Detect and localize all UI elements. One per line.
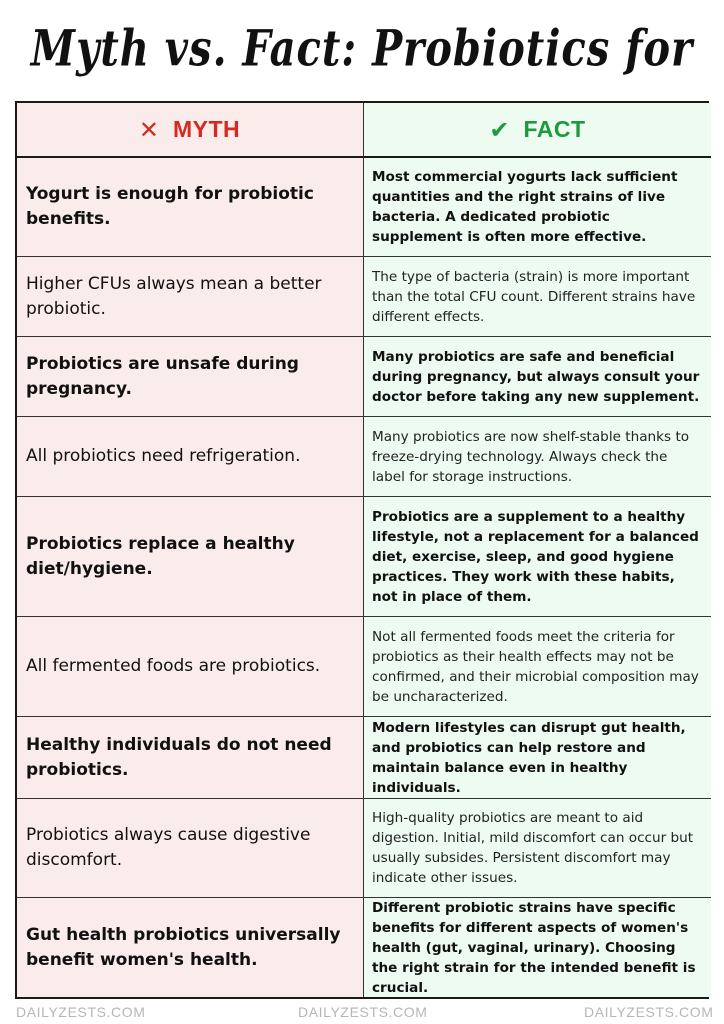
fact-cell bbox=[364, 158, 711, 257]
footer-watermarks bbox=[0, 1002, 724, 1022]
myth-text: Yogurt is enough for probiotic benefits. bbox=[26, 184, 314, 229]
myth-cell bbox=[17, 158, 364, 257]
fact-text: Most commercial yogurts lack sufficient quantities and the right strains of live bacteria. A dedicated probiotic supplement is often more effective. bbox=[372, 169, 678, 245]
myth-text: Probiotics replace a healthy diet/hygiene. bbox=[26, 533, 295, 579]
fact-cell bbox=[364, 257, 711, 337]
myth-cell bbox=[17, 617, 364, 717]
myth-cell bbox=[17, 717, 364, 799]
fact-cell bbox=[364, 898, 711, 997]
footer-watermark-right: DAILYZESTS.COM bbox=[584, 1004, 714, 1020]
x-mark-icon: ✕ bbox=[138, 115, 159, 144]
myth-text: All probiotics need refrigeration. bbox=[26, 446, 301, 466]
fact-text: High-quality probiotics are meant to aid digestion. Initial, mild discomfort can occur but usually subsides. Persistent discomfort may indicate other issues. bbox=[372, 810, 694, 886]
myth-text: Probiotics always cause digestive discomfort. bbox=[26, 825, 311, 870]
myth-cell bbox=[17, 257, 364, 337]
fact-cell bbox=[364, 417, 711, 497]
fact-cell bbox=[364, 799, 711, 898]
myth-cell bbox=[17, 898, 364, 997]
myth-header-label: MYTH bbox=[172, 116, 241, 142]
fact-text: Modern lifestyles can disrupt gut health, and probiotics can help restore and maintain balance even in healthy individuals. bbox=[372, 719, 686, 796]
fact-text: Not all fermented foods meet the criteria for probiotics as their health effects may not be confirmed, and their microbial composition may be uncharacterized. bbox=[372, 628, 699, 705]
fact-text: Different probiotic strains have specific benefits for different aspects of women's health (gut, vaginal, urinary). Choosing the right strain for the intended benefit is crucial. bbox=[372, 899, 696, 996]
myth-text: Probiotics are unsafe during pregnancy. bbox=[26, 353, 299, 399]
footer-watermark-center: DAILYZESTS.COM bbox=[298, 1004, 428, 1020]
myth-cell bbox=[17, 337, 364, 417]
fact-cell bbox=[364, 337, 711, 417]
myth-text: All fermented foods are probiotics. bbox=[26, 656, 321, 676]
myth-text: Gut health probiotics universally benefit women's health. bbox=[26, 924, 341, 970]
fact-text: Probiotics are a supplement to a healthy lifestyle, not a replacement for a balanced diet, exercise, sleep, and good hygiene practices. They work with these habits, not in place of them. bbox=[372, 508, 699, 605]
fact-text: Many probiotics are now shelf-stable thanks to freeze-drying technology. Always check the label for storage instructions. bbox=[372, 428, 690, 485]
fact-text: The type of bacteria (strain) is more important than the total CFU count. Different strains have different effects. bbox=[372, 268, 696, 325]
fact-header-label: FACT bbox=[523, 116, 586, 142]
myth-fact-table bbox=[15, 101, 709, 999]
myth-text: Healthy individuals do not need probiotics. bbox=[26, 734, 332, 780]
myth-cell bbox=[17, 799, 364, 898]
page-title: Myth vs. Fact: Probiotics for bbox=[30, 19, 694, 78]
check-mark-icon: ✔ bbox=[489, 115, 510, 144]
footer-watermark-left: DAILYZESTS.COM bbox=[16, 1004, 146, 1020]
myth-text: Higher CFUs always mean a better probiotic. bbox=[26, 273, 322, 319]
myth-cell bbox=[17, 497, 364, 617]
fact-header bbox=[364, 103, 711, 158]
myth-header bbox=[17, 103, 364, 158]
fact-cell bbox=[364, 717, 711, 799]
fact-cell bbox=[364, 497, 711, 617]
fact-text: Many probiotics are safe and beneficial during pregnancy, but always consult your doctor before taking any new supplement. bbox=[372, 348, 700, 405]
fact-cell bbox=[364, 617, 711, 717]
myth-cell bbox=[17, 417, 364, 497]
